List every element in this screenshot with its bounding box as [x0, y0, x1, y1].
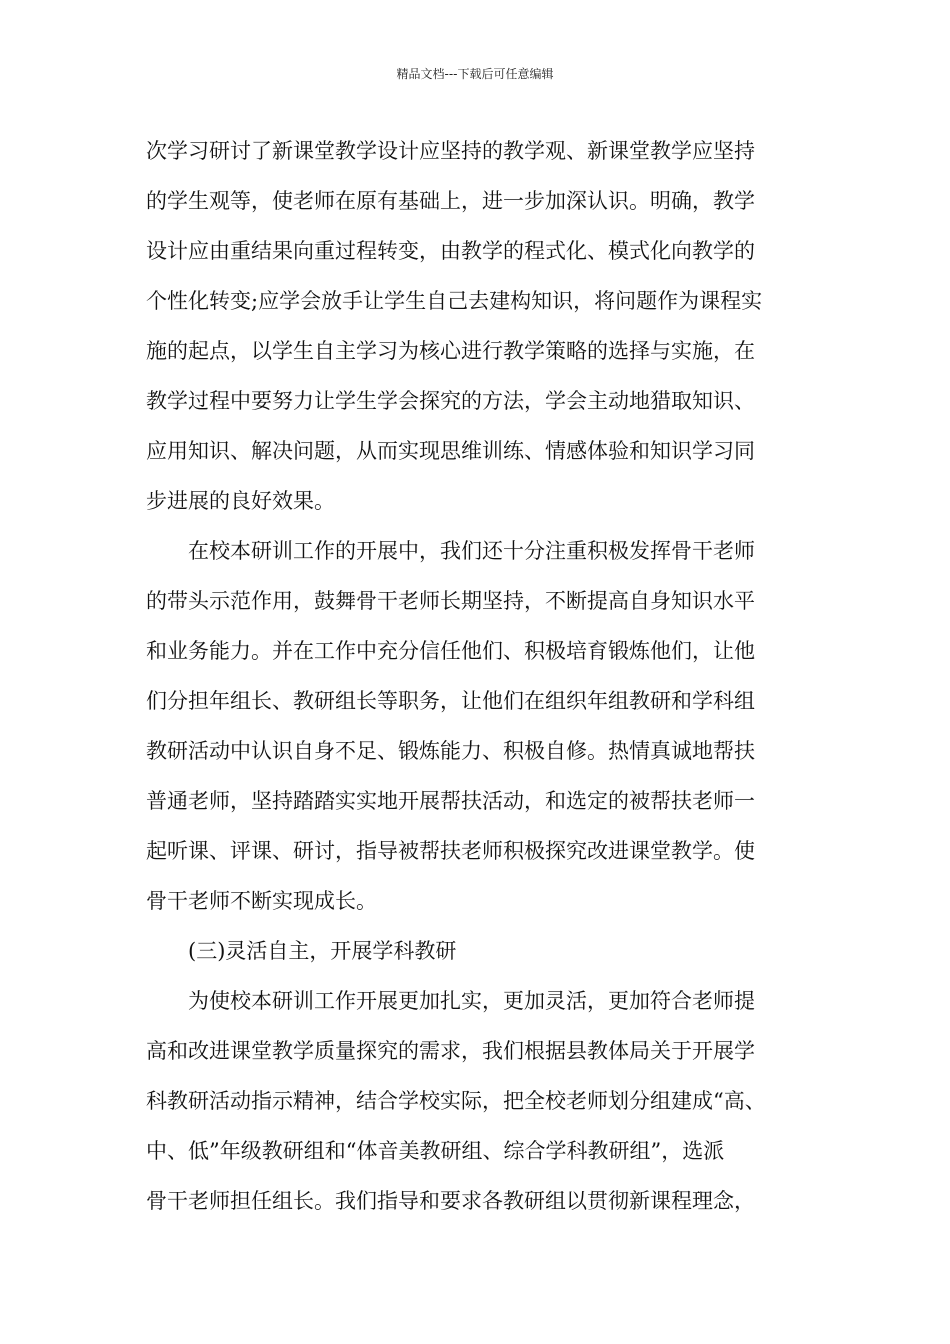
text-line: 高和改进课堂教学质量探究的需求，我们根据县教体局关于开展学 — [146, 1039, 755, 1063]
text-line: 骨干老师不断实现成长。 — [146, 889, 377, 913]
text-line: 应用知识、解决问题，从而实现思维训练、情感体验和知识学习同 — [146, 439, 755, 463]
text-line: 个性化转变;应学会放手让学生自己去建构知识，将问题作为课程实 — [146, 289, 763, 313]
text-line: 的学生观等，使老师在原有基础上，进一步加深认识。明确，教学 — [146, 189, 755, 213]
text-line: 施的起点，以学生自主学习为核心进行教学策略的选择与实施，在 — [146, 339, 755, 363]
text-line: 次学习研讨了新课堂教学设计应坚持的教学观、新课堂教学应坚持 — [146, 139, 755, 163]
text-line: 教学过程中要努力让学生学会探究的方法，学会主动地猎取知识、 — [146, 389, 755, 413]
text-line: 教研活动中认识自身不足、锻炼能力、积极自修。热情真诚地帮扶 — [146, 739, 755, 763]
text-line: 普通老师，坚持踏踏实实地开展帮扶活动，和选定的被帮扶老师一 — [146, 789, 755, 813]
text-line: 设计应由重结果向重过程转变，由教学的程式化、模式化向教学的 — [146, 239, 755, 263]
text-line: 们分担年组长、教研组长等职务，让他们在组织年组教研和学科组 — [146, 689, 755, 713]
paragraph — [146, 126, 816, 526]
text-line: 在校本研训工作的开展中，我们还十分注重积极发挥骨干老师 — [188, 539, 755, 563]
section-heading: (三)灵活自主，开展学科教研 — [188, 939, 457, 963]
text-line: 骨干老师担任组长。我们指导和要求各教研组以贯彻新课程理念， — [146, 1189, 755, 1213]
paragraph — [146, 526, 816, 926]
text-line: 中、低”年级教研组和“体音美教研组、综合学科教研组”，选派 — [146, 1139, 725, 1163]
document-body — [146, 126, 816, 1226]
page-header: 精品文档---下载后可任意编辑 — [396, 67, 554, 81]
text-line: 起听课、评课、研讨，指导被帮扶老师积极探究改进课堂教学。使 — [146, 839, 755, 863]
text-line: 和业务能力。并在工作中充分信任他们、积极培育锻炼他们，让他 — [146, 639, 755, 663]
text-line: 科教研活动指示精神，结合学校实际，把全校老师划分组建成“高、 — [146, 1089, 766, 1113]
text-line: 的带头示范作用，鼓舞骨干老师长期坚持，不断提高自身知识水平 — [146, 589, 755, 613]
text-line: 为使校本研训工作开展更加扎实，更加灵活，更加符合老师提 — [188, 989, 755, 1013]
paragraph — [146, 976, 816, 1226]
text-line: 步进展的良好效果。 — [146, 489, 335, 513]
